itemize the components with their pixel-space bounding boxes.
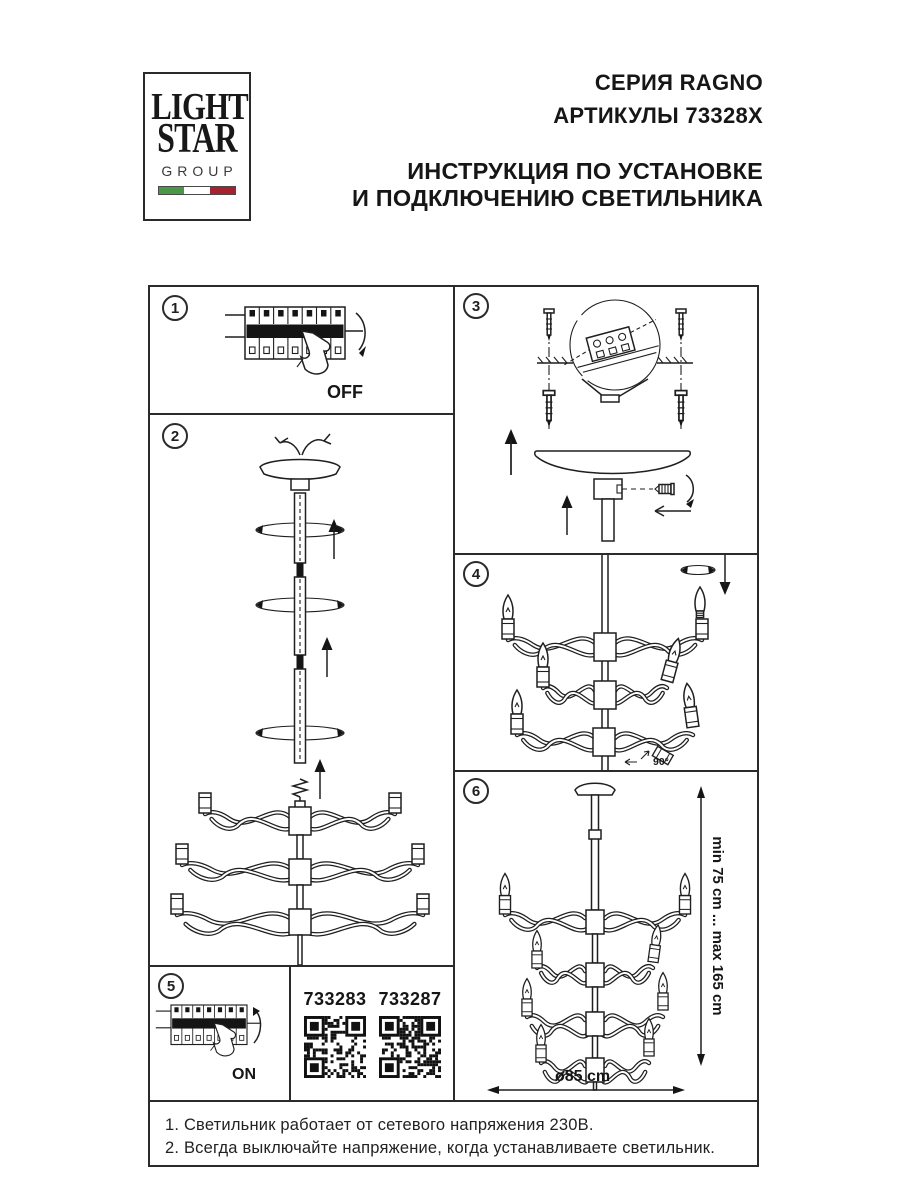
step1-panel xyxy=(150,287,455,415)
italian-flag-bar xyxy=(158,186,236,195)
step5-number: 5 xyxy=(158,973,184,999)
height-range-label: min 75 cm ... max 165 cm xyxy=(709,836,726,1016)
article-number-right: 733287 xyxy=(378,989,442,1009)
series-header xyxy=(553,66,763,132)
off-label: OFF xyxy=(327,382,363,402)
article-number-left: 733283 xyxy=(303,989,367,1009)
breaker-off-illustration xyxy=(150,287,453,413)
logo-word-light: LIGHT xyxy=(151,85,248,128)
logo-word-group: GROUP xyxy=(161,163,238,179)
angle-90-label: 90° xyxy=(653,756,669,768)
on-label: ON xyxy=(232,1066,256,1083)
instruction-title xyxy=(352,158,763,212)
step4-number: 4 xyxy=(463,561,489,587)
article-code-left xyxy=(303,989,367,1083)
series-title: СЕРИЯ RAGNO xyxy=(594,70,763,95)
diameter-label: ø85 cm xyxy=(555,1068,611,1085)
set-screw-icon xyxy=(655,484,674,495)
instruction-grid xyxy=(148,285,759,1167)
step6-panel xyxy=(455,772,757,1102)
note-line-2: 2. Всегда выключайте напряжение, когда устанавливаете светильник. xyxy=(165,1139,716,1157)
step5-panel xyxy=(150,967,291,1102)
notes-panel xyxy=(150,1102,757,1165)
terminal-block-detail xyxy=(559,320,664,377)
qr-code-left xyxy=(304,1016,366,1078)
qr-code-right xyxy=(379,1016,441,1078)
step2-number: 2 xyxy=(162,423,188,449)
step6-number: 6 xyxy=(463,778,489,804)
instruction-title-line1: ИНСТРУКЦИЯ ПО УСТАНОВКЕ xyxy=(407,158,763,184)
step3-number: 3 xyxy=(463,293,489,319)
step3-panel xyxy=(455,287,757,555)
note-line-1: 1. Светильник работает от сетевого напряжения 230В. xyxy=(165,1116,594,1134)
lightstar-logo xyxy=(143,72,251,221)
ceiling-mount-illustration xyxy=(455,287,757,553)
logo-word-star: STAR xyxy=(157,115,237,162)
dimensions-illustration xyxy=(455,772,757,1100)
step1-number: 1 xyxy=(162,295,188,321)
rod-assembly-illustration xyxy=(150,415,453,965)
step4-panel xyxy=(455,555,757,772)
article-codes-panel xyxy=(291,967,455,1102)
bulb-install-illustration xyxy=(455,555,757,770)
step2-panel xyxy=(150,415,455,967)
article-code-right xyxy=(378,989,442,1083)
instruction-title-line2: И ПОДКЛЮЧЕНИЮ СВЕТИЛЬНИКА xyxy=(351,185,763,211)
articles-title: АРТИКУЛЫ 73328X xyxy=(553,103,763,128)
